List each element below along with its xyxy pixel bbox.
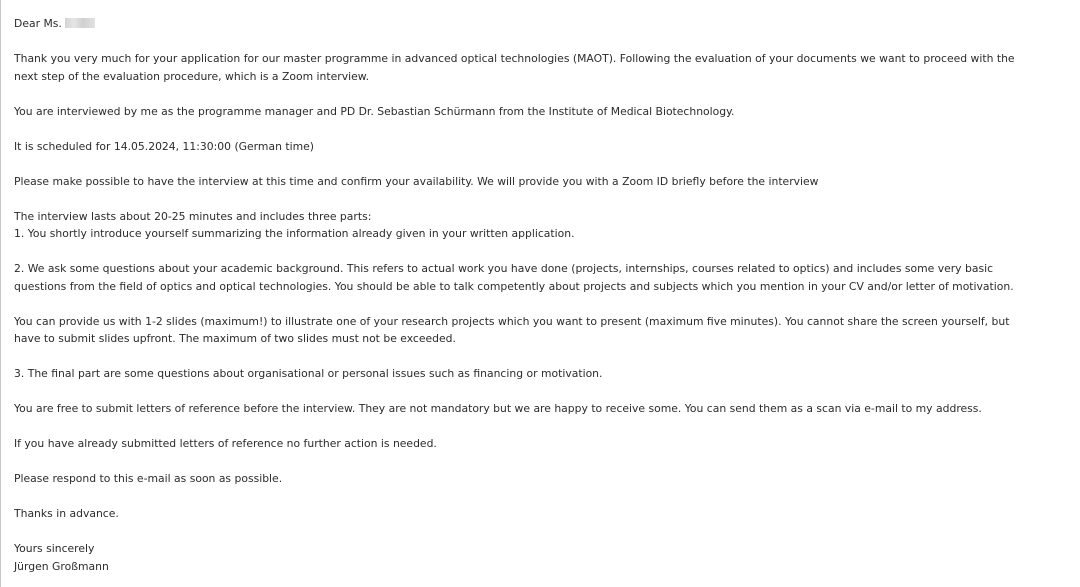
respond-paragraph <box>14 470 1080 488</box>
references-text: You are free to submit letters of reference before the interview. They are not mandatory but we are happy to receive some. You can send them as a scan via e-mail to my address. <box>14 402 982 415</box>
structure-line-2: 1. You shortly introduce yourself summarizing the information already given in your written application. <box>14 227 575 240</box>
interviewers-text: You are interviewed by me as the programme manager and PD Dr. Sebastian Schürmann from the Institute of Medical Biotechnology. <box>14 104 735 118</box>
signoff <box>14 540 1080 575</box>
schedule-text: It is scheduled for 14.05.2024, 11:30:00 (German time) <box>14 139 314 153</box>
part2-line-2: questions from the field of optics and optical technologies. You should be able to talk competently about projects and subjects which you mention in your CV and/or letter of motivation. <box>14 279 1014 293</box>
slides-paragraph <box>14 313 1080 348</box>
redacted-name <box>65 18 95 28</box>
intro-line-2: next step of the evaluation procedure, which is a Zoom interview. <box>14 69 369 83</box>
slides-line-1: You can provide us with 1-2 slides (maximum!) to illustrate one of your research projects which you want to present (maximum five minutes). You cannot share the screen yourself, but <box>14 314 1010 328</box>
part3-paragraph <box>14 365 1080 383</box>
intro-paragraph <box>14 50 1080 85</box>
greeting <box>14 15 1080 33</box>
intro-line-1: Thank you very much for your application for our master programme in advanced optical technologies (MAOT). Following the evaluation of your documents we want to proceed with the <box>14 52 1015 65</box>
part3-text: 3. The final part are some questions about organisational or personal issues such as financing or motivation. <box>14 367 603 380</box>
respond-text: Please respond to this e-mail as soon as possible. <box>14 472 283 485</box>
thanks-paragraph <box>14 505 1080 523</box>
references-done-paragraph <box>14 435 1080 453</box>
interviewers-paragraph <box>14 103 1080 121</box>
structure-paragraph <box>14 208 1080 243</box>
signature-name: Jürgen Großmann <box>14 559 109 573</box>
structure-line-1: The interview lasts about 20-25 minutes and includes three parts: <box>14 209 372 223</box>
slides-line-2: have to submit slides upfront. The maximum of two slides must not be exceeded. <box>14 332 456 345</box>
confirm-text: Please make possible to have the interview at this time and confirm your availability. We will provide you with a Zoom ID briefly before the interview <box>14 174 819 188</box>
part2-line-1: 2. We ask some questions about your academic background. This refers to actual work you have done (projects, internships, courses related to optics) and includes some very basic <box>14 262 994 275</box>
part2-paragraph <box>14 260 1080 295</box>
confirm-paragraph <box>14 173 1080 191</box>
references-done-text: If you have already submitted letters of reference no further action is needed. <box>14 437 437 450</box>
references-paragraph <box>14 400 1080 418</box>
thanks-text: Thanks in advance. <box>14 507 119 520</box>
schedule-paragraph <box>14 138 1080 156</box>
greeting-text: Dear Ms. <box>14 17 62 30</box>
closing-text: Yours sincerely <box>14 542 95 555</box>
